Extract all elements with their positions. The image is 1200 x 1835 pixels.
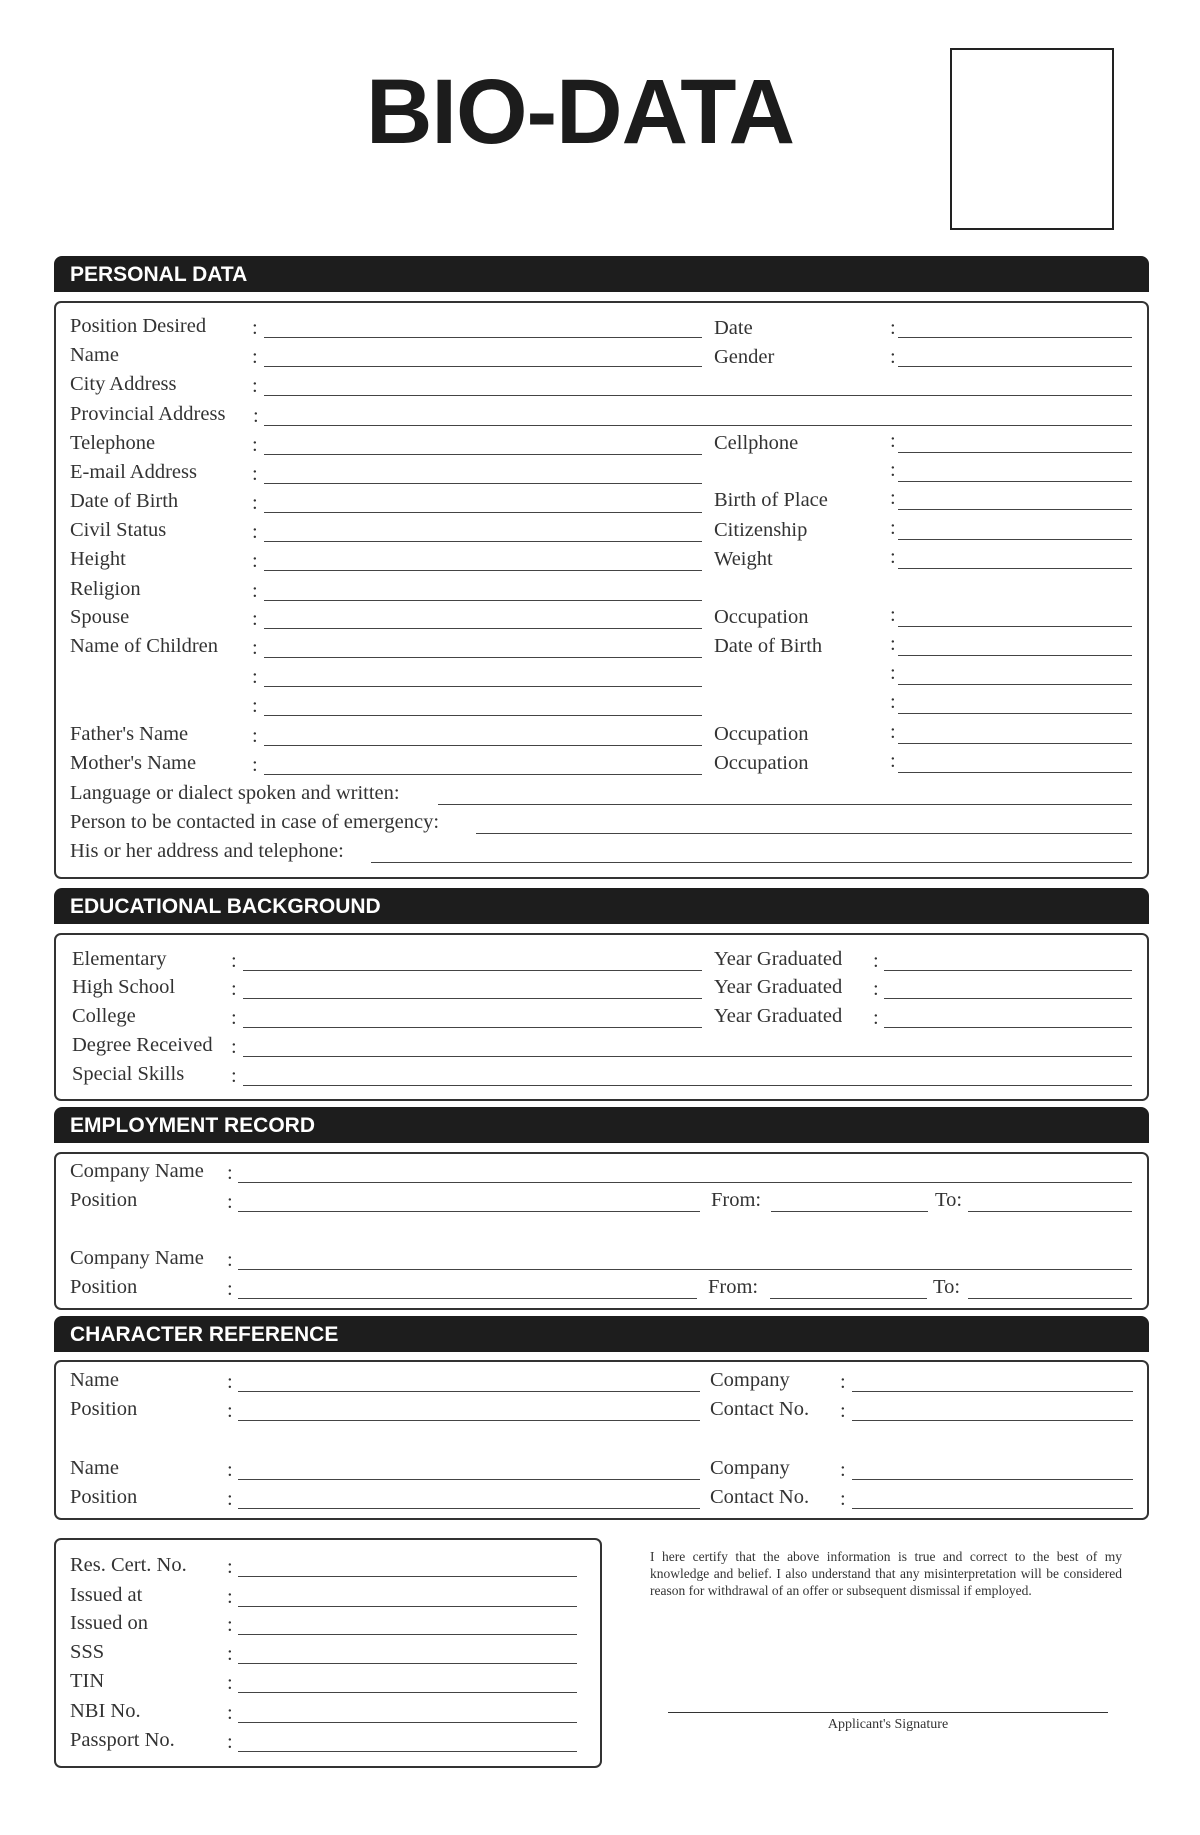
colon: : <box>252 550 258 572</box>
issued-on-field[interactable] <box>238 1634 577 1635</box>
employment-box <box>54 1152 1149 1310</box>
date-of-birth-label: Date of Birth <box>70 490 179 512</box>
high-school-field[interactable] <box>243 998 702 999</box>
from-label-2: From: <box>708 1276 759 1298</box>
college-field[interactable] <box>243 1027 702 1028</box>
colon: : <box>227 1614 233 1636</box>
gender-field[interactable] <box>898 366 1132 367</box>
elementary-field[interactable] <box>243 970 702 971</box>
employment-position-label-1: Position <box>70 1189 138 1211</box>
res-cert-field[interactable] <box>238 1576 577 1577</box>
colon: : <box>231 1065 237 1087</box>
reference-contact-field-1[interactable] <box>852 1420 1133 1421</box>
colon: : <box>252 754 258 776</box>
colon: : <box>252 434 258 456</box>
colon: : <box>890 750 896 772</box>
issued-on-label: Issued on <box>70 1612 149 1634</box>
colon: : <box>252 637 258 659</box>
colon: : <box>840 1400 846 1422</box>
reference-position-field-1[interactable] <box>238 1420 700 1421</box>
position-desired-field[interactable] <box>264 337 702 338</box>
signature-label: Applicant's Signature <box>827 1717 949 1732</box>
section-header-employment: EMPLOYMENT RECORD <box>54 1107 1149 1143</box>
colon: : <box>252 580 258 602</box>
education-box <box>54 933 1149 1101</box>
reference-position-field-2[interactable] <box>238 1508 700 1509</box>
reference-name-label-2: Name <box>70 1457 119 1479</box>
colon: : <box>873 950 879 972</box>
employment-position-field-1[interactable] <box>238 1211 700 1212</box>
colon: : <box>890 691 896 713</box>
emergency-contact-label: Person to be contacted in case of emergency: <box>70 811 440 833</box>
telephone-field[interactable] <box>264 454 702 455</box>
colon: : <box>227 1371 233 1393</box>
colon: : <box>890 346 896 368</box>
colon: : <box>252 725 258 747</box>
birth-place-field[interactable] <box>898 509 1132 510</box>
company-name-field-1[interactable] <box>238 1182 1132 1183</box>
mother-occupation-field[interactable] <box>898 772 1132 773</box>
colon: : <box>252 346 258 368</box>
special-skills-label: Special Skills <box>72 1063 185 1085</box>
degree-field[interactable] <box>243 1056 1132 1057</box>
colon: : <box>227 1556 233 1578</box>
colon: : <box>890 459 896 481</box>
signature-field[interactable] <box>668 1712 1108 1713</box>
father-occupation-label: Occupation <box>714 723 809 745</box>
high-school-label: High School <box>72 976 176 998</box>
religion-field[interactable] <box>264 600 702 601</box>
city-address-label: City Address <box>70 373 177 395</box>
company-name-label-1: Company Name <box>70 1160 204 1182</box>
sss-field[interactable] <box>238 1663 577 1664</box>
reference-contact-label-1: Contact No. <box>710 1398 810 1420</box>
elementary-year-label: Year Graduated <box>714 948 843 970</box>
elementary-label: Elementary <box>72 948 167 970</box>
father-occupation-field[interactable] <box>898 743 1132 744</box>
reference-contact-field-2[interactable] <box>852 1508 1133 1509</box>
colon: : <box>227 1702 233 1724</box>
weight-label: Weight <box>714 548 773 570</box>
from-label-1: From: <box>711 1189 762 1211</box>
email-label: E-mail Address <box>70 461 197 483</box>
spouse-field[interactable] <box>264 628 702 629</box>
colon: : <box>253 405 259 427</box>
colon: : <box>890 487 896 509</box>
spouse-label: Spouse <box>70 606 130 628</box>
colon: : <box>252 695 258 717</box>
colon: : <box>227 1672 233 1694</box>
reference-company-label-2: Company <box>710 1457 790 1479</box>
from-field-1[interactable] <box>771 1211 928 1212</box>
to-field-1[interactable] <box>968 1211 1132 1212</box>
colon: : <box>231 1007 237 1029</box>
reference-company-label-1: Company <box>710 1369 790 1391</box>
colon: : <box>840 1371 846 1393</box>
colon: : <box>231 978 237 1000</box>
colon: : <box>890 517 896 539</box>
date-field[interactable] <box>898 337 1132 338</box>
photo-box[interactable] <box>950 48 1114 230</box>
cellphone-label: Cellphone <box>714 432 799 454</box>
colon: : <box>227 1643 233 1665</box>
from-field-2[interactable] <box>770 1298 927 1299</box>
company-name-label-2: Company Name <box>70 1247 204 1269</box>
emergency-contact-field[interactable] <box>476 833 1132 834</box>
provincial-address-field[interactable] <box>264 425 1132 426</box>
child-name-field-3[interactable] <box>264 715 702 716</box>
language-field[interactable] <box>438 804 1132 805</box>
employment-position-label-2: Position <box>70 1276 138 1298</box>
page-title: BIO-DATA <box>365 61 795 163</box>
sss-label: SSS <box>70 1641 105 1663</box>
reference-name-field-2[interactable] <box>238 1479 700 1480</box>
certification-text: I here certify that the above information is true and correct to the best of my knowledge and belief. I also understand that any misinterpretation will be considered reason for withdrawal of an offer or subsequent dismissal if employed. <box>650 1549 1122 1598</box>
colon: : <box>840 1488 846 1510</box>
nbi-label: NBI No. <box>70 1700 141 1722</box>
colon: : <box>890 604 896 626</box>
mother-field[interactable] <box>264 774 702 775</box>
colon: : <box>890 633 896 655</box>
colon: : <box>840 1459 846 1481</box>
colon: : <box>890 546 896 568</box>
degree-label: Degree Received <box>72 1034 213 1056</box>
telephone-label: Telephone <box>70 432 156 454</box>
colon: : <box>227 1162 233 1184</box>
colon: : <box>227 1731 233 1753</box>
gender-label: Gender <box>714 346 775 368</box>
child-dob-field-1[interactable] <box>898 655 1132 656</box>
college-label: College <box>72 1005 136 1027</box>
father-field[interactable] <box>264 745 702 746</box>
passport-label: Passport No. <box>70 1729 175 1751</box>
emergency-address-field[interactable] <box>371 862 1132 863</box>
colon: : <box>890 662 896 684</box>
emergency-address-label: His or her address and telephone: <box>70 840 344 862</box>
civil-status-label: Civil Status <box>70 519 167 541</box>
cellphone-field-2[interactable] <box>898 481 1132 482</box>
colon: : <box>890 721 896 743</box>
citizenship-label: Citizenship <box>714 519 808 541</box>
employment-position-field-2[interactable] <box>238 1298 697 1299</box>
res-cert-label: Res. Cert. No. <box>70 1554 187 1576</box>
children-label: Name of Children <box>70 635 219 657</box>
issued-at-field[interactable] <box>238 1606 577 1607</box>
cellphone-field[interactable] <box>898 452 1132 453</box>
date-of-birth-field[interactable] <box>264 512 702 513</box>
high-school-year-field[interactable] <box>884 998 1132 999</box>
father-label: Father's Name <box>70 723 189 745</box>
spouse-occupation-field[interactable] <box>898 626 1132 627</box>
colon: : <box>227 1191 233 1213</box>
child-dob-field-3[interactable] <box>898 713 1132 714</box>
tin-label: TIN <box>70 1670 105 1692</box>
colon: : <box>873 1007 879 1029</box>
email-field[interactable] <box>264 483 702 484</box>
company-name-field-2[interactable] <box>238 1269 1132 1270</box>
colon: : <box>252 317 258 339</box>
colon: : <box>252 666 258 688</box>
religion-label: Religion <box>70 578 141 600</box>
section-header-education: EDUCATIONAL BACKGROUND <box>54 888 1149 924</box>
colon: : <box>252 463 258 485</box>
date-label: Date <box>714 317 753 339</box>
mother-label: Mother's Name <box>70 752 197 774</box>
colon: : <box>227 1278 233 1300</box>
colon: : <box>227 1249 233 1271</box>
height-field[interactable] <box>264 570 702 571</box>
high-school-year-label: Year Graduated <box>714 976 843 998</box>
issued-at-label: Issued at <box>70 1584 143 1606</box>
child-name-field-2[interactable] <box>264 686 702 687</box>
colon: : <box>231 1036 237 1058</box>
college-year-label: Year Graduated <box>714 1005 843 1027</box>
colon: : <box>227 1586 233 1608</box>
reference-name-field-1[interactable] <box>238 1391 700 1392</box>
civil-status-field[interactable] <box>264 541 702 542</box>
reference-box <box>54 1360 1149 1520</box>
name-field[interactable] <box>264 366 702 367</box>
colon: : <box>252 492 258 514</box>
weight-field[interactable] <box>898 568 1132 569</box>
child-name-field-1[interactable] <box>264 657 702 658</box>
child-dob-label: Date of Birth <box>714 635 823 657</box>
language-label: Language or dialect spoken and written: <box>70 782 400 804</box>
nbi-field[interactable] <box>238 1722 577 1723</box>
mother-occupation-label: Occupation <box>714 752 809 774</box>
tin-field[interactable] <box>238 1692 577 1693</box>
citizenship-field[interactable] <box>898 539 1132 540</box>
elementary-year-field[interactable] <box>884 970 1132 971</box>
child-dob-field-2[interactable] <box>898 684 1132 685</box>
to-label-1: To: <box>935 1189 963 1211</box>
city-address-field[interactable] <box>264 395 1132 396</box>
colon: : <box>890 430 896 452</box>
colon: : <box>252 375 258 397</box>
section-header-reference: CHARACTER REFERENCE <box>54 1316 1149 1352</box>
colon: : <box>227 1488 233 1510</box>
section-header-personal: PERSONAL DATA <box>54 256 1149 292</box>
to-field-2[interactable] <box>968 1298 1132 1299</box>
colon: : <box>231 950 237 972</box>
passport-field[interactable] <box>238 1751 577 1752</box>
special-skills-field[interactable] <box>243 1085 1132 1086</box>
reference-contact-label-2: Contact No. <box>710 1486 810 1508</box>
reference-position-label-2: Position <box>70 1486 138 1508</box>
colon: : <box>873 978 879 1000</box>
birth-place-label: Birth of Place <box>714 489 828 511</box>
to-label-2: To: <box>933 1276 961 1298</box>
reference-company-field-2[interactable] <box>852 1479 1133 1480</box>
colon: : <box>890 317 896 339</box>
colon: : <box>227 1459 233 1481</box>
provincial-address-label: Provincial Address <box>70 403 226 425</box>
college-year-field[interactable] <box>884 1027 1132 1028</box>
colon: : <box>252 608 258 630</box>
reference-company-field-1[interactable] <box>852 1391 1133 1392</box>
reference-name-label-1: Name <box>70 1369 119 1391</box>
colon: : <box>252 521 258 543</box>
colon: : <box>227 1400 233 1422</box>
reference-position-label-1: Position <box>70 1398 138 1420</box>
name-label: Name <box>70 344 119 366</box>
height-label: Height <box>70 548 126 570</box>
spouse-occupation-label: Occupation <box>714 606 809 628</box>
position-desired-label: Position Desired <box>70 315 207 337</box>
